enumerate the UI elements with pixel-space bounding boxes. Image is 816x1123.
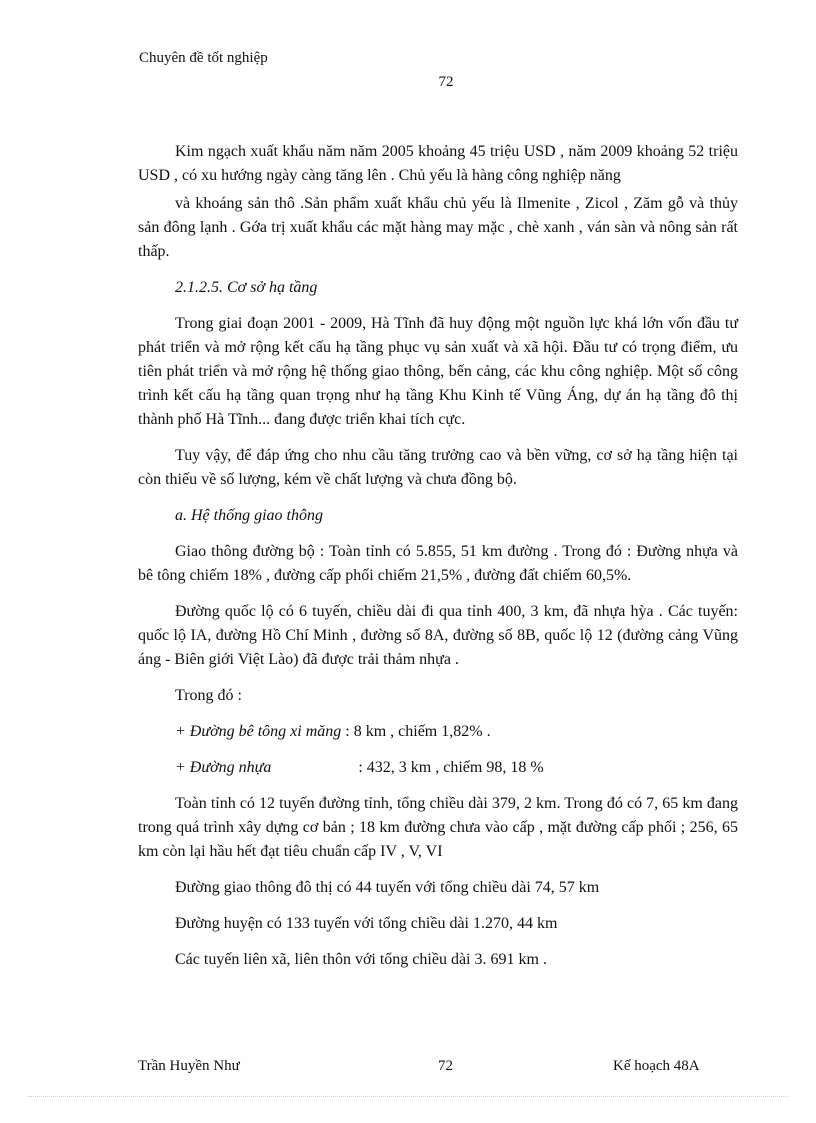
list-item-value: : 432, 3 km , chiếm 98, 18 % (358, 759, 544, 776)
list-item-value: : 8 km , chiếm 1,82% . (341, 723, 491, 740)
header-page-number: 72 (438, 74, 454, 90)
paragraph-road-transport: Giao thông đường bộ : Toàn tỉnh có 5.855, 51 km đường . Trong đó : Đường nhựa và bê tông chiếm 18% , đường cấp phối chiếm 21,5% , đường đất chiếm 60,5%. (138, 543, 738, 584)
paragraph-export-turnover: Kim ngạch xuất khẩu năm năm 2005 khoảng 45 triệu USD , năm 2009 khoảng 52 triệu USD , có xu hướng ngày càng tăng lên . Chủ yếu là hàng công nghiệp năng (138, 143, 738, 184)
page-bottom-divider (28, 1096, 788, 1097)
paragraph-export-products: và khoáng sản thô .Sản phẩm xuất khẩu chủ yếu là Ilmenite , Zicol , Zăm gỗ và thủy sản đông lạnh . Gớa trị xuất khẩu các mặt hàng may mặc , chè xanh , ván sàn và nông sản rất thấp. (138, 195, 738, 260)
footer-class-name: Kế hoạch 48A (613, 1058, 700, 1074)
list-item-asphalt-road (138, 756, 738, 780)
subheading-transport: a. Hệ thống giao thông (175, 507, 323, 524)
footer-author: Trần Huyền Như (138, 1058, 240, 1074)
list-item-label: + Đường nhựa (175, 759, 272, 776)
paragraph-infrastructure-shortcomings: Tuy vậy, để đáp ứng cho nhu cầu tăng trưởng cao và bền vững, cơ sở hạ tầng hiện tại còn thiếu về số lượng, kém về chất lượng và chưa đồng bộ. (138, 447, 738, 488)
list-item-label: + Đường bê tông xi măng (175, 723, 342, 740)
paragraph-urban-roads: Đường giao thông đô thị có 44 tuyến với tổng chiều dài 74, 57 km (175, 879, 600, 896)
document-body (138, 140, 738, 984)
section-heading: 2.1.2.5. Cơ sở hạ tầng (175, 279, 318, 296)
paragraph-commune-roads: Các tuyến liên xã, liên thôn với tổng chiều dài 3. 691 km . (175, 951, 547, 968)
footer-page-number: 72 (438, 1058, 453, 1074)
in-which-label: Trong đó : (175, 687, 242, 704)
paragraph-district-roads: Đường huyện có 133 tuyến với tổng chiều dài 1.270, 44 km (175, 915, 558, 932)
paragraph-infrastructure-investment: Trong giai đoạn 2001 - 2009, Hà Tĩnh đã huy động một nguồn lực khá lớn vốn đầu tư phát triển và mở rộng kết cấu hạ tầng phục vụ sản xuất và xã hội. Đầu tư có trọng điểm, ưu tiên phát triển và mở rộng hệ thống giao thông, bến cảng, các khu công nghiệp. Một số công trình kết cấu hạ tầng quan trọng như hạ tầng Khu Kinh tế Vũng Áng, dự án hạ tầng đô thị thành phố Hà Tĩnh... đang được triển khai tích cực. (138, 315, 738, 428)
list-item-concrete-road (138, 720, 738, 744)
paragraph-provincial-roads: Toàn tỉnh có 12 tuyến đường tỉnh, tổng chiều dài 379, 2 km. Trong đó có 7, 65 km đang trong quá trình xây dựng cơ bản ; 18 km đường chưa vào cấp , mặt đường cấp phối ; 256, 65 km còn lại hầu hết đạt tiêu chuẩn cấp IV , V, VI (138, 795, 738, 860)
paragraph-national-highways: Đường quốc lộ có 6 tuyến, chiều dài đi qua tỉnh 400, 3 km, đã nhựa hỳa . Các tuyến: quốc lộ IA, đường Hồ Chí Minh , đường số 8A, đường số 8B, quốc lộ 12 (đường cảng Vũng áng - Biên giới Việt Lào) đã được trải thảm nhựa . (138, 603, 738, 668)
header-title: Chuyên đề tốt nghiệp (139, 50, 268, 66)
